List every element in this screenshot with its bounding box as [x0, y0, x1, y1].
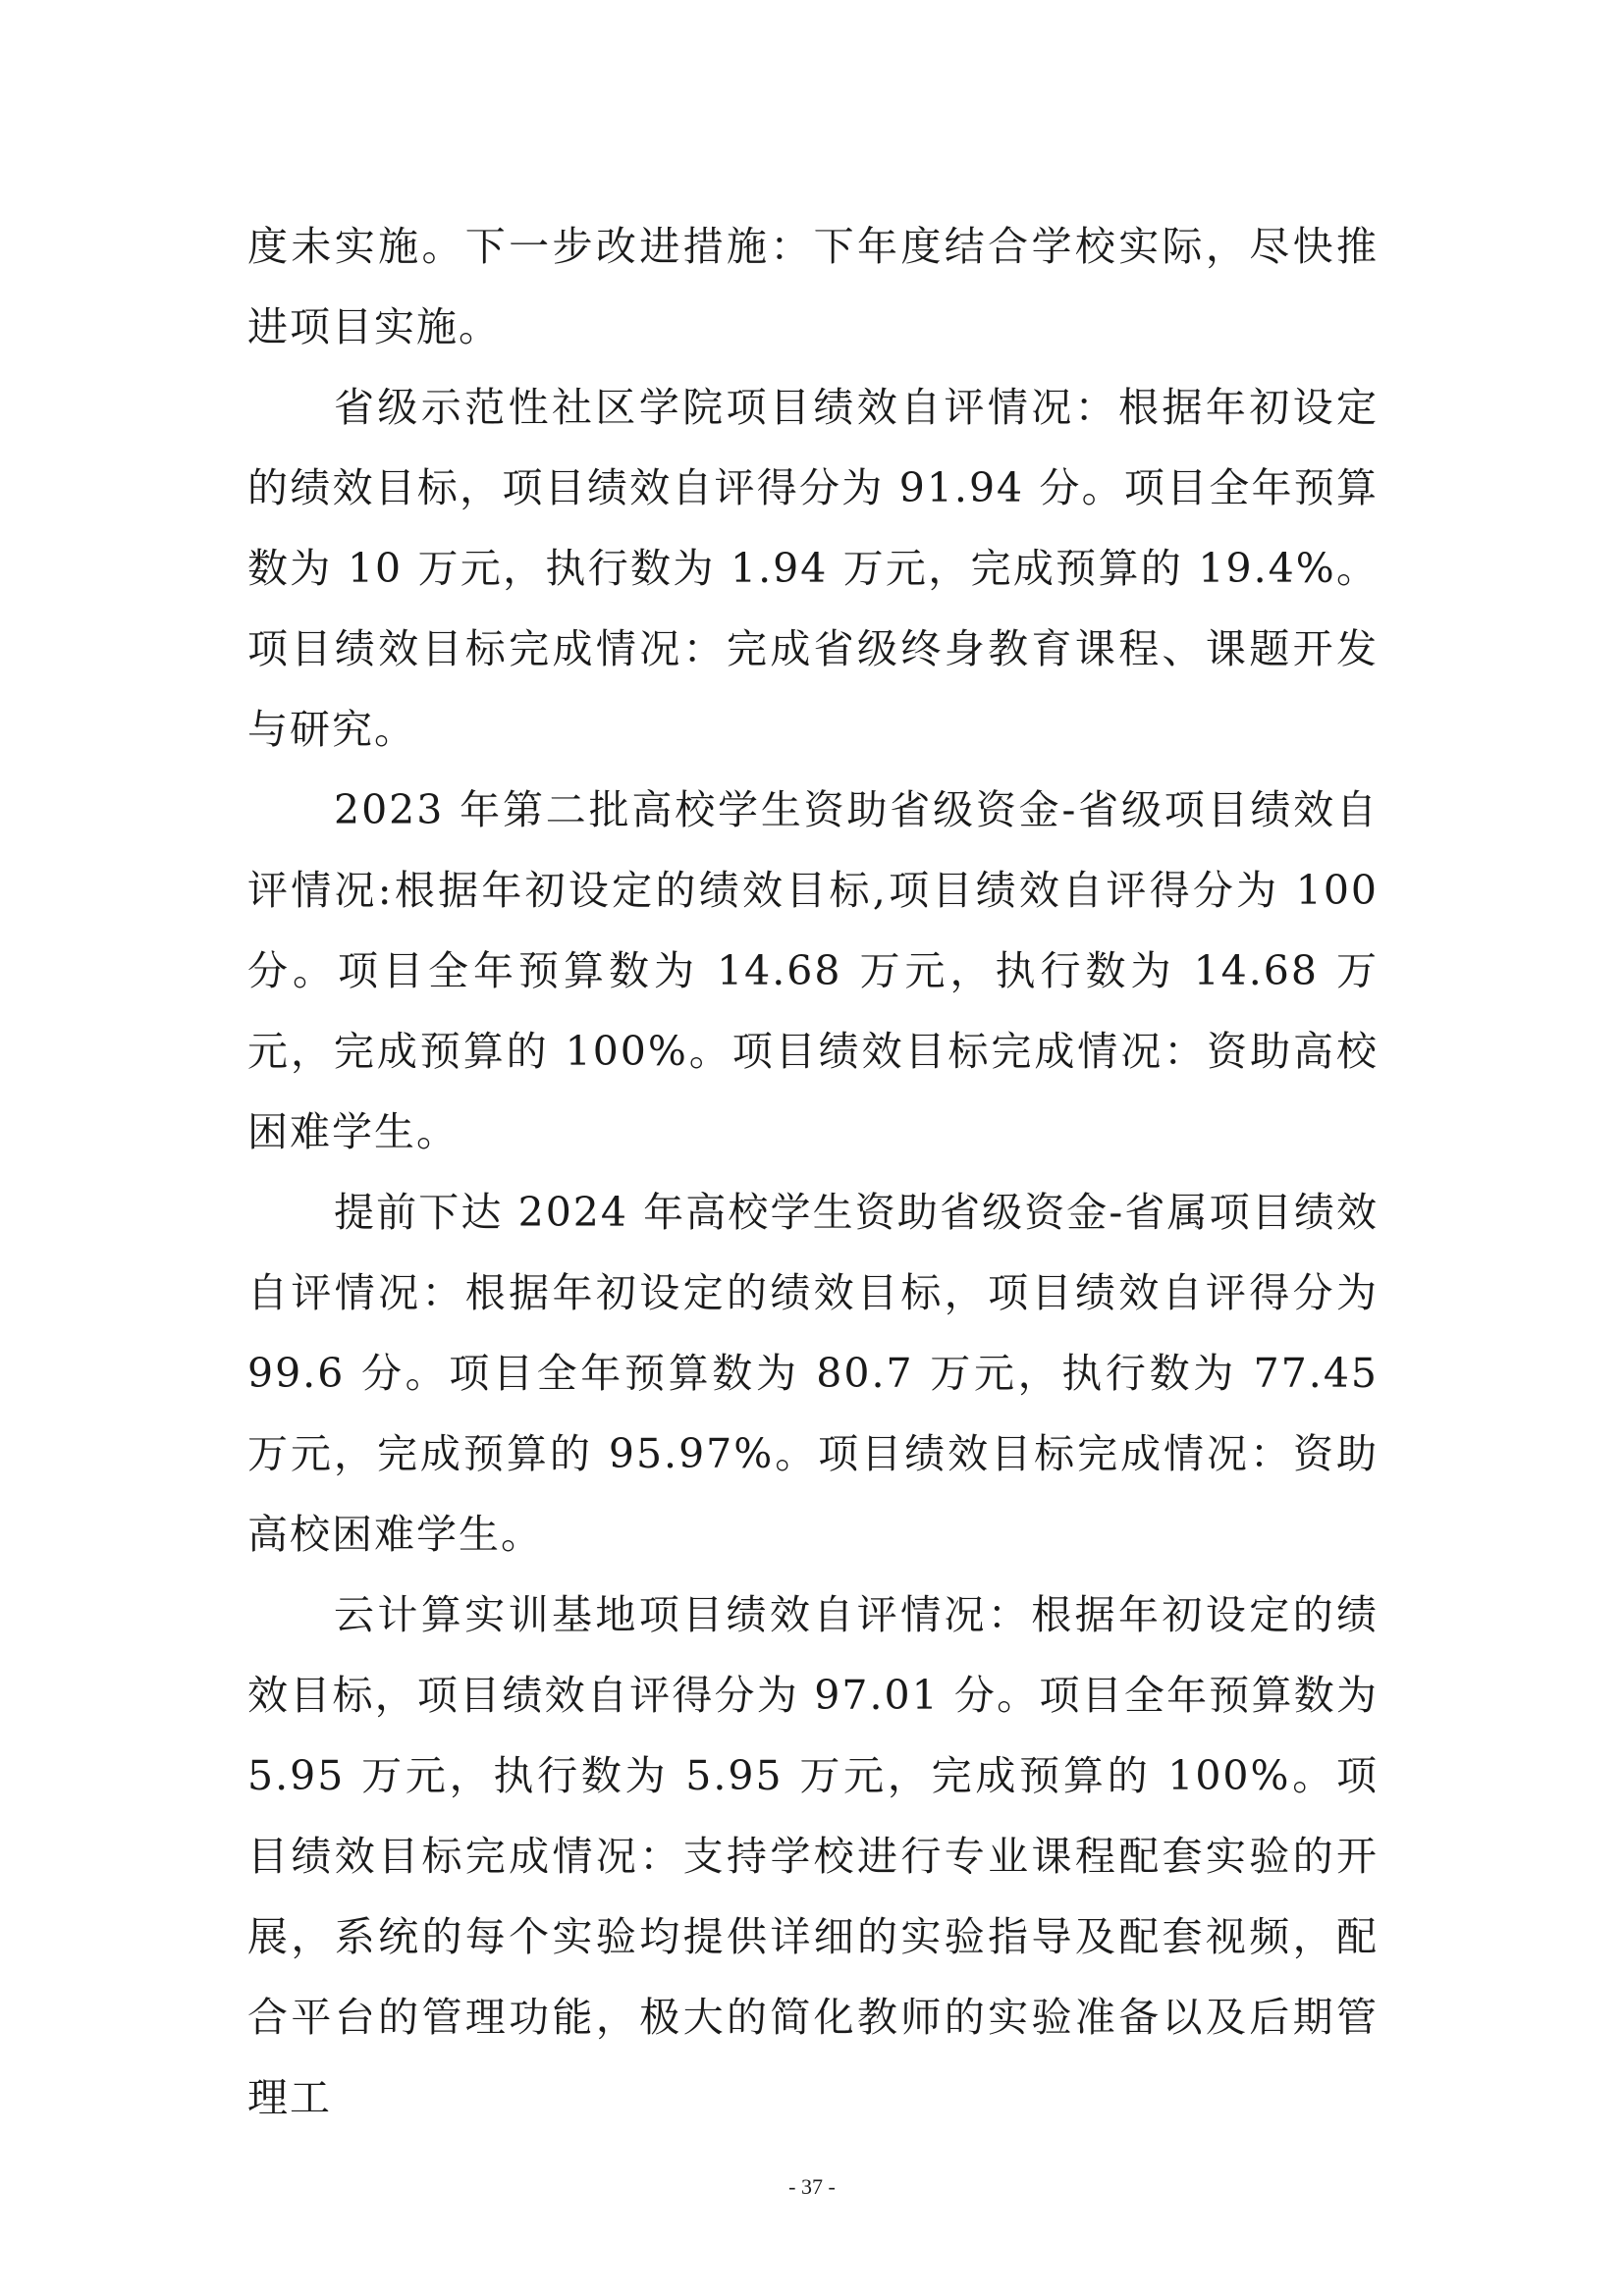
body-text: [247, 206, 1379, 2138]
paragraph-student-aid-2023: 2023 年第二批高校学生资助省级资金-省级项目绩效自评情况:根据年初设定的绩效目标,项目绩效自评得分为 100 分。项目全年预算数为 14.68 万元，执行数为 14.68 万元，完成预算的 100%。项目绩效目标完成情况：资助高校困难学生。: [247, 786, 1379, 1155]
paragraph-student-aid-2024: 提前下达 2024 年高校学生资助省级资金-省属项目绩效自评情况：根据年初设定的绩效目标，项目绩效自评得分为 99.6 分。项目全年预算数为 80.7 万元，执行数为 77.45 万元，完成预算的 95.97%。项目绩效目标完成情况：资助高校困难学生。: [247, 1189, 1379, 1558]
paragraph-cloud-computing-base: 云计算实训基地项目绩效自评情况：根据年初设定的绩效目标，项目绩效自评得分为 97.01 分。项目全年预算数为 5.95 万元，执行数为 5.95 万元，完成预算的 100%。项目绩效目标完成情况：支持学校进行专业课程配套实验的开展，系统的每个实验均提供详细的实验指导及配套视频，配合平台的管理功能，极大的简化教师的实验准备以及后期管理工: [247, 1591, 1379, 2121]
page-number: - 37 -: [788, 2174, 836, 2199]
paragraph-continuation: 度未实施。下一步改进措施：下年度结合学校实际，尽快推进项目实施。: [247, 223, 1379, 350]
paragraph-community-college: 省级示范性社区学院项目绩效自评情况：根据年初设定的绩效目标，项目绩效自评得分为 91.94 分。项目全年预算数为 10 万元，执行数为 1.94 万元，完成预算的 19.4%。项目绩效目标完成情况：完成省级终身教育课程、课题开发与研究。: [247, 384, 1379, 753]
